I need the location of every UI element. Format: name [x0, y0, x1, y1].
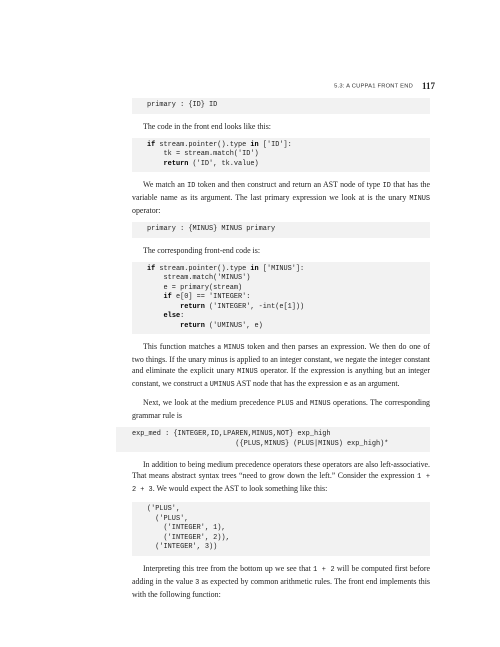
code-line: e = primary(stream) [147, 283, 243, 292]
paragraph-minus-explanation [132, 341, 430, 391]
code-line: ('INTEGER', 2)), [147, 533, 230, 542]
code-line: stream.match('MINUS') [147, 274, 251, 282]
code-text: ['ID']: [258, 140, 292, 149]
inline-code: MINUS [409, 195, 430, 203]
code-line: ('PLUS', [147, 505, 181, 513]
code-keyword: return [180, 302, 205, 311]
text-run: as expected by common arithmetic rules. The front end implements this with the following function: [132, 576, 431, 599]
code-block-minus [132, 262, 430, 335]
code-keyword: return [180, 321, 205, 330]
inline-code: MINUS [237, 368, 258, 376]
text-run: In addition to being medium precedence operators these operators are also left-associative. That means abstract syntax trees “need to grow down the left.” Consider the expression [132, 460, 430, 480]
paragraph-intro-code: The code in the front end looks like this: [143, 121, 271, 131]
inline-code: 3 [195, 578, 200, 587]
inline-code: PLUS [277, 400, 294, 408]
paragraph-interpreting-tree [132, 563, 430, 600]
inline-code: MINUS [223, 344, 245, 352]
inline-code: 1 + 2 + 3 [132, 473, 431, 494]
inline-code: ID [187, 182, 196, 190]
inline-code: ID [382, 182, 391, 190]
text-run: token and then parses an expression. We then do one of two things. If the unary minus is applied to an integer constant, we negate the integer constant and eliminate the explicit unary [132, 342, 430, 375]
code-line: ('INTEGER', 3)) [147, 543, 218, 551]
text-run: This function matches a [143, 342, 224, 351]
inline-code: 1 + 2 [313, 565, 335, 574]
text-run: operations. The corresponding grammar rule is [132, 398, 430, 420]
inline-code: MINUS [309, 400, 331, 408]
code-text: ('ID', tk.value) [188, 159, 259, 168]
code-line: exp_med : {INTEGER,ID,LPAREN,MINUS,NOT} exp_high [132, 430, 331, 438]
text-run: Interpreting this tree from the bottom up we see that [143, 563, 314, 573]
code-indent [147, 303, 180, 311]
inline-code: UMINUS [209, 381, 235, 389]
code-text: ('UMINUS', e) [204, 321, 263, 330]
code-keyword: else [163, 312, 181, 320]
code-indent [147, 293, 164, 301]
text-run: that has the variable name as its argument. The last primary expression we look at is the unary [132, 180, 430, 202]
text-run: and [293, 398, 310, 407]
text-run: operator. If the expression is anything but an integer constant, we construct a [132, 366, 430, 388]
code-text: e[0] == 'INTEGER': [171, 293, 251, 301]
paragraph-left-associative [132, 459, 430, 496]
code-indent [147, 160, 164, 168]
code-line: ({PLUS,MINUS} (PLUS|MINUS) exp_high)* [132, 439, 389, 448]
code-text: stream.pointer().type [155, 264, 251, 273]
code-keyword: in [250, 140, 259, 149]
code-line: tk = stream.match('ID') [147, 150, 259, 158]
code-text: : [180, 312, 185, 320]
page-content [132, 98, 430, 606]
text-run: operator: [132, 206, 161, 215]
text-run: Next, we look at the medium precedence [143, 398, 278, 407]
text-run: as an argument. [347, 379, 400, 388]
paragraph-id-explanation [132, 179, 430, 216]
page-header [300, 77, 435, 95]
text-run: AST node that has the expression [234, 379, 344, 388]
text-run: We match an [143, 180, 188, 189]
code-indent [147, 322, 180, 330]
code-keyword: if [147, 140, 156, 149]
code-indent [147, 312, 164, 320]
paragraph-frontend-code: The corresponding front-end code is: [143, 245, 261, 255]
code-block-id [132, 138, 430, 173]
code-keyword: return [163, 159, 189, 168]
grammar-rule-primary-id: primary : {ID} ID [132, 98, 430, 114]
inline-code: e [343, 381, 348, 389]
grammar-rule-primary-minus: primary : {MINUS} MINUS primary [132, 222, 430, 238]
code-keyword: if [147, 264, 156, 273]
paragraph-medium-precedence [132, 397, 430, 421]
code-line: ('PLUS', [147, 514, 189, 523]
running-head: 5.3: A CUPPA1 FRONT END [334, 83, 413, 90]
grammar-rule-exp-med [116, 427, 430, 452]
text-run: will be computed first before adding in the value [132, 563, 430, 586]
code-text: stream.pointer().type [155, 140, 251, 149]
code-text: ('INTEGER', -int(e[1])) [204, 302, 305, 311]
text-run: token and then construct and return an AST node of type [195, 180, 383, 189]
code-text: ['MINUS']: [258, 264, 305, 273]
code-keyword: in [250, 264, 259, 273]
text-run: . We would expect the AST to look something like this: [152, 484, 328, 493]
code-block-ast [132, 502, 430, 556]
page-number: 117 [421, 81, 435, 92]
code-keyword: if [163, 293, 172, 301]
code-line: ('INTEGER', 1), [147, 524, 226, 532]
